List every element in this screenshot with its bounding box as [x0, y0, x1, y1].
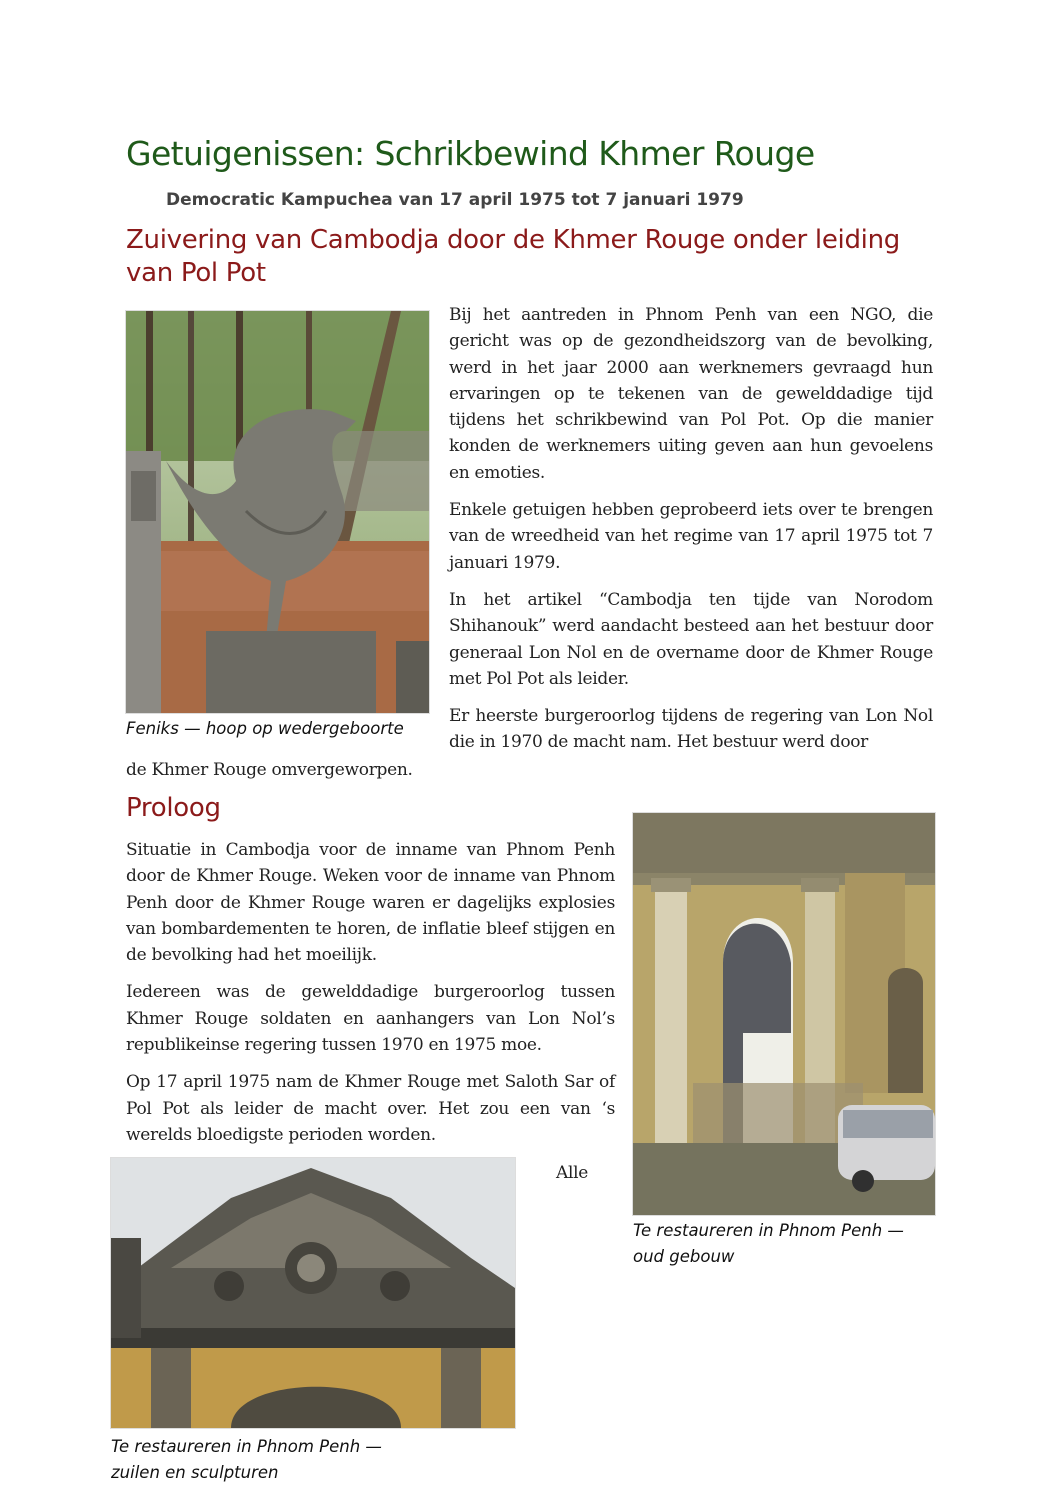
section2-paragraph-2: Iedereen was de gewelddadige burgeroorlog tussen Khmer Rouge soldaten en aanhangers van Lon Nol’s republikeinse regering tussen 1970 en 1975 moe. [126, 982, 615, 1056]
old-building-image [632, 812, 936, 1216]
section-heading-zuivering: Zuivering van Cambodja door de Khmer Rouge onder leiding van Pol Pot [126, 225, 900, 288]
page-title: Getuigenissen: Schrikbewind Khmer Rouge [126, 134, 815, 173]
section2-body [126, 837, 615, 1159]
section1-paragraph-3: In het artikel “Cambodja ten tijde van Norodom Shihanouk” werd aandacht besteed aan het bestuur door generaal Lon Nol en de overname door de Khmer Rouge met Pol Pot als leider. [449, 589, 933, 689]
section2-paragraph-3: Op 17 april 1975 nam de Khmer Rouge met Saloth Sar of Pol Pot als leider de macht over. Het zou een van ‘s werelds bloedigste perioden worden. [126, 1072, 615, 1145]
columns-sculptures-image [110, 1157, 516, 1429]
phoenix-statue-image [125, 310, 430, 714]
section1-paragraph-4: Er heerste burgeroorlog tijdens de regering van Lon Nol die in 1970 de macht nam. Het bestuur werd door [449, 706, 933, 753]
section1-paragraph-1: Bij het aantreden in Phnom Penh van een NGO, die gericht was op de gezondheidszorg van de bevolking, werd in het jaar 2000 aan werknemers gevraagd hun ervaringen op te tekenen van de gewelddadige tijd tijdens het schrikbewind van Pol Pot. Op die manier konden de werknemers uiting geven aan hun gevoelens en emoties. [449, 305, 933, 483]
section1-paragraph-2: Enkele getuigen hebben geprobeerd iets over te brengen van de wreedheid van het regime van 17 april 1975 tot 7 januari 1979. [449, 500, 933, 573]
columns-sculptures-caption: Te restaureren in Phnom Penh — zuilen en sculpturen [111, 1437, 382, 1482]
section2-trailing-word: Alle [556, 1163, 589, 1183]
section2-paragraph-1: Situatie in Cambodja voor de inname van Phnom Penh door de Khmer Rouge. Weken voor de inname van Phnom Penh door de Khmer Rouge waren er dagelijks explosies van bombardementen te horen, de inflatie bleef stijgen en de bevolking had het moeilijk. [126, 840, 615, 966]
section1-continuation: de Khmer Rouge omvergeworpen. [126, 760, 413, 780]
page-subtitle: Democratic Kampuchea van 17 april 1975 tot 7 januari 1979 [166, 190, 744, 210]
phoenix-image-caption: Feniks — hoop op wedergeboorte [126, 719, 404, 738]
section-heading-proloog: Proloog [126, 793, 221, 823]
section1-body [449, 302, 933, 767]
old-building-caption: Te restaureren in Phnom Penh — oud gebouw [633, 1221, 904, 1266]
